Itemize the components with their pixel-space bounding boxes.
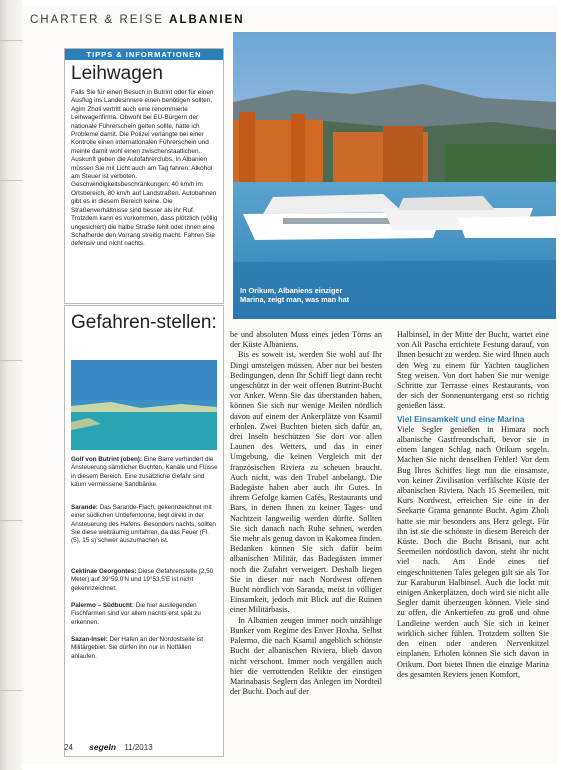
info-title: Leihwagen (71, 63, 163, 84)
paragraph: Viele Segler genießen in Himara noch albanische Gastfreundschaft, bevor sie in einem langen Schlag nach Orikum segeln. Machen Sie nicht denselben Fehler! Vor dem Bug Ihres Schiffes liegt nun die einsamste, von keiner Zivilisation verfälschte Küste der albanischen Riviera. Nach 15 Seemeilen, mit Kurs Nordwest, erreichen Sie eine in der Seekarte Grama genannte Bucht. Agim Zholi hatte sie mir besonders ans Herz gelegt. Für ihn ist sie die schönste in diesem Bereich der Küste. Doch die Bucht Brisani, nur acht Seemeilen nordöstlich davon, steht ihr nicht viel nach. Am Ende eines tief eingeschnittenen Tales gelegen gilt sie als Tor zur Karaburun Halbinsel. Auch die lockt mit einigen Ankerplätzen, doch wird sie nicht alle Segler damit überzeugen können. Viele sind zu offen, die Ankertiefen zu groß und ohne Landleine werden auch Sie sich in keiner wirklich sicher fühlen. Trotzdem sollten Sie den einen oder anderen Nervenkitzel einplanen. Erholen können Sie sich davon in Orikum. Dort bietet Ihnen die einzige Marina des gesamten Reviers jenen Komfort, (397, 424, 549, 679)
paragraph: be und absoluten Muss eines jeden Törns an der Küste Albaniens. (230, 330, 382, 350)
info-box (64, 48, 224, 304)
section-header (30, 14, 245, 26)
paragraph: In Albanien zeugen immer noch unzählige Bunker vom Regime des Enver Hoxha. Selbst Palermo, die nach Ksamil angeblich schönste Bucht der albanischen Riviera, blieb davon nicht verschont. Immer noch vergällen auch hier die verrottenden Relikte der einstigen Marinabasis Seglern das Anlegen im Nordteil der Bucht. Doch auf der (230, 615, 382, 697)
header-title-left: CHARTER & REISE (30, 14, 164, 26)
hazards-box (64, 305, 224, 757)
issue-date: 11/2013 (124, 743, 153, 752)
hazard-item: Palermo – Südbucht: Die hier ausliegenden Fischfarmen sind vor allem nachts erst spät zu erkennen. (71, 602, 201, 626)
paragraph: Halbinsel, in der Mitte der Bucht, wartet eine von Ali Pascha errichtete Festung darauf, von Ihnen besucht zu werden. Sie wird Ihnen auch den Weg zu einem für Yachten tauglichen Steg weisen. Von dort haben Sie nur wenige Schritte zur Terrasse eines Restaurants, von der sich der Sonnenuntergang erst so richtig genießen lässt. (397, 330, 549, 411)
hazards-title: Gefahren-stellen: (71, 312, 217, 333)
photo-caption: In Orikum, Albaniens einziger Marina, zeigt man, was man hat (240, 286, 350, 304)
info-text: Falls Sie für einen Besuch in Butrint oder für einen Ausflug ins Landesinnere einen benötigen sollten, Agim Zholi vertritt auch eine renommierte Leihwagenfirma. Obwohl bei EU-Bürgern der nationale Führerschein gelten sollte, hatte ich Probleme damit. Die Polizei verlangte bei einer Kontrolle einen internationalen Führerschein und meinte damit wohl einen zwischenstaatlichen. Auskunft geben die Autofahrerclubs. In Albanien müssen Sie mit Licht auch am Tag fahren; Alkohol am Steuer ist verboten. Geschwindigkeitsbeschränkungen: 40 km/h im Ortsbereich, 80 km/h auf Landstraßen. Autobahnen gibt es in diesem Bereich keine. Die Straßenverhältnisse sind besser als ihr Ruf. Trotzdem kann es vorkommen, dass plötzlich (völlig ungesichert) die halbe Straße fehlt oder ihnen eine Schafherde den Vorrang streitig macht. Fahren Sie defensiv und nicht nachts. (71, 89, 218, 248)
paragraph: Bis es soweit ist, werden Sie wohl auf Ihr Dingi umsteigen müssen. Aber nur bei besten Bedingungen, denn Ihr Schiff liegt dann recht ungeschützt in der weit offenen Butrint-Bucht vor Anker. Wenn Sie das überstanden haben, können Sie sich nur wenige Meilen nördlich davon auf einem der Ankerplätze von Ksamil erholen. Zwei Buchten bieten sich dafür an, drei Inseln beschützen Sie dort vor allen Launen des Wetters, und das in einer Umgebung, die keinen Vergleich mit der französischen Riviera zu scheuen braucht. Auch nicht, was den Trubel anbelangt. Die Badegäste haben aber auch ihr Gutes. In ihrem Gefolge kamen Cafés, Restaurants und Bars, in denen Ihnen zu keiner Tages- und Nachtzeit langweilig werden dürfte. Sollten Sie sich danach nach Ruhe sehnen, werden Sie mehr als genug davon in Kakomea finden. Bedanken können Sie sich dafür beim albanischen Militär, das Badegästen immer noch die Zufahrt verweigert. Deshalb liegen Sie in dieser nur nach Nordwest offenen Bucht nördlich von Saranda, meist in völliger Einsamkeit, jedoch mit Blick auf die Ruinen einer Militärbasis. (230, 350, 382, 615)
article-column-2 (397, 330, 549, 680)
subheading: Viel Einsamkeit und eine Marina (397, 413, 525, 424)
article-column-1 (230, 330, 382, 697)
info-tab: TIPPS & INFORMATIONEN (65, 49, 223, 60)
magazine-logo: segeln (89, 742, 117, 752)
page-footer (64, 742, 153, 752)
hazard-item: Golf von Butrint (oben): Eine Barre verhindert die Ansteuerung sämtlicher Buchten, Kanäle und Flüsse in diesem Bereich. Eine zusätzliche Gefahr sind kaum vermessene Sandbänke. (71, 456, 218, 488)
hazard-item: Sarande: Das Sarande-Flach, gekennzeichnet mit einer südlichen Untiefentonne, liegt direkt in der Ansteuerung des Hafens. Besonders nachts, sollten Sie diese weiträumig umfahren, da das Feuer (Fl. (5), 15 s) schwer auszumachen ist. (71, 504, 216, 545)
header-title-right: ALBANIEN (169, 14, 245, 26)
hazard-item: Cektinae Georgontes: Diese Gefahrenstelle (2,50 Meter) auf 39°59,0'N und 19°53,5'E ist nicht gekennzeichnet. (71, 568, 214, 592)
page-number: 24 (64, 743, 73, 752)
marina-photo (233, 32, 556, 319)
hazard-item: Sazan-Insel: Der Hafen an der Nordostseite ist Militärgebiet. Sie dürfen ihn nur in Notfällen anlaufen. (71, 636, 203, 660)
butrint-photo (71, 360, 217, 450)
binding-edge (0, 0, 22, 770)
